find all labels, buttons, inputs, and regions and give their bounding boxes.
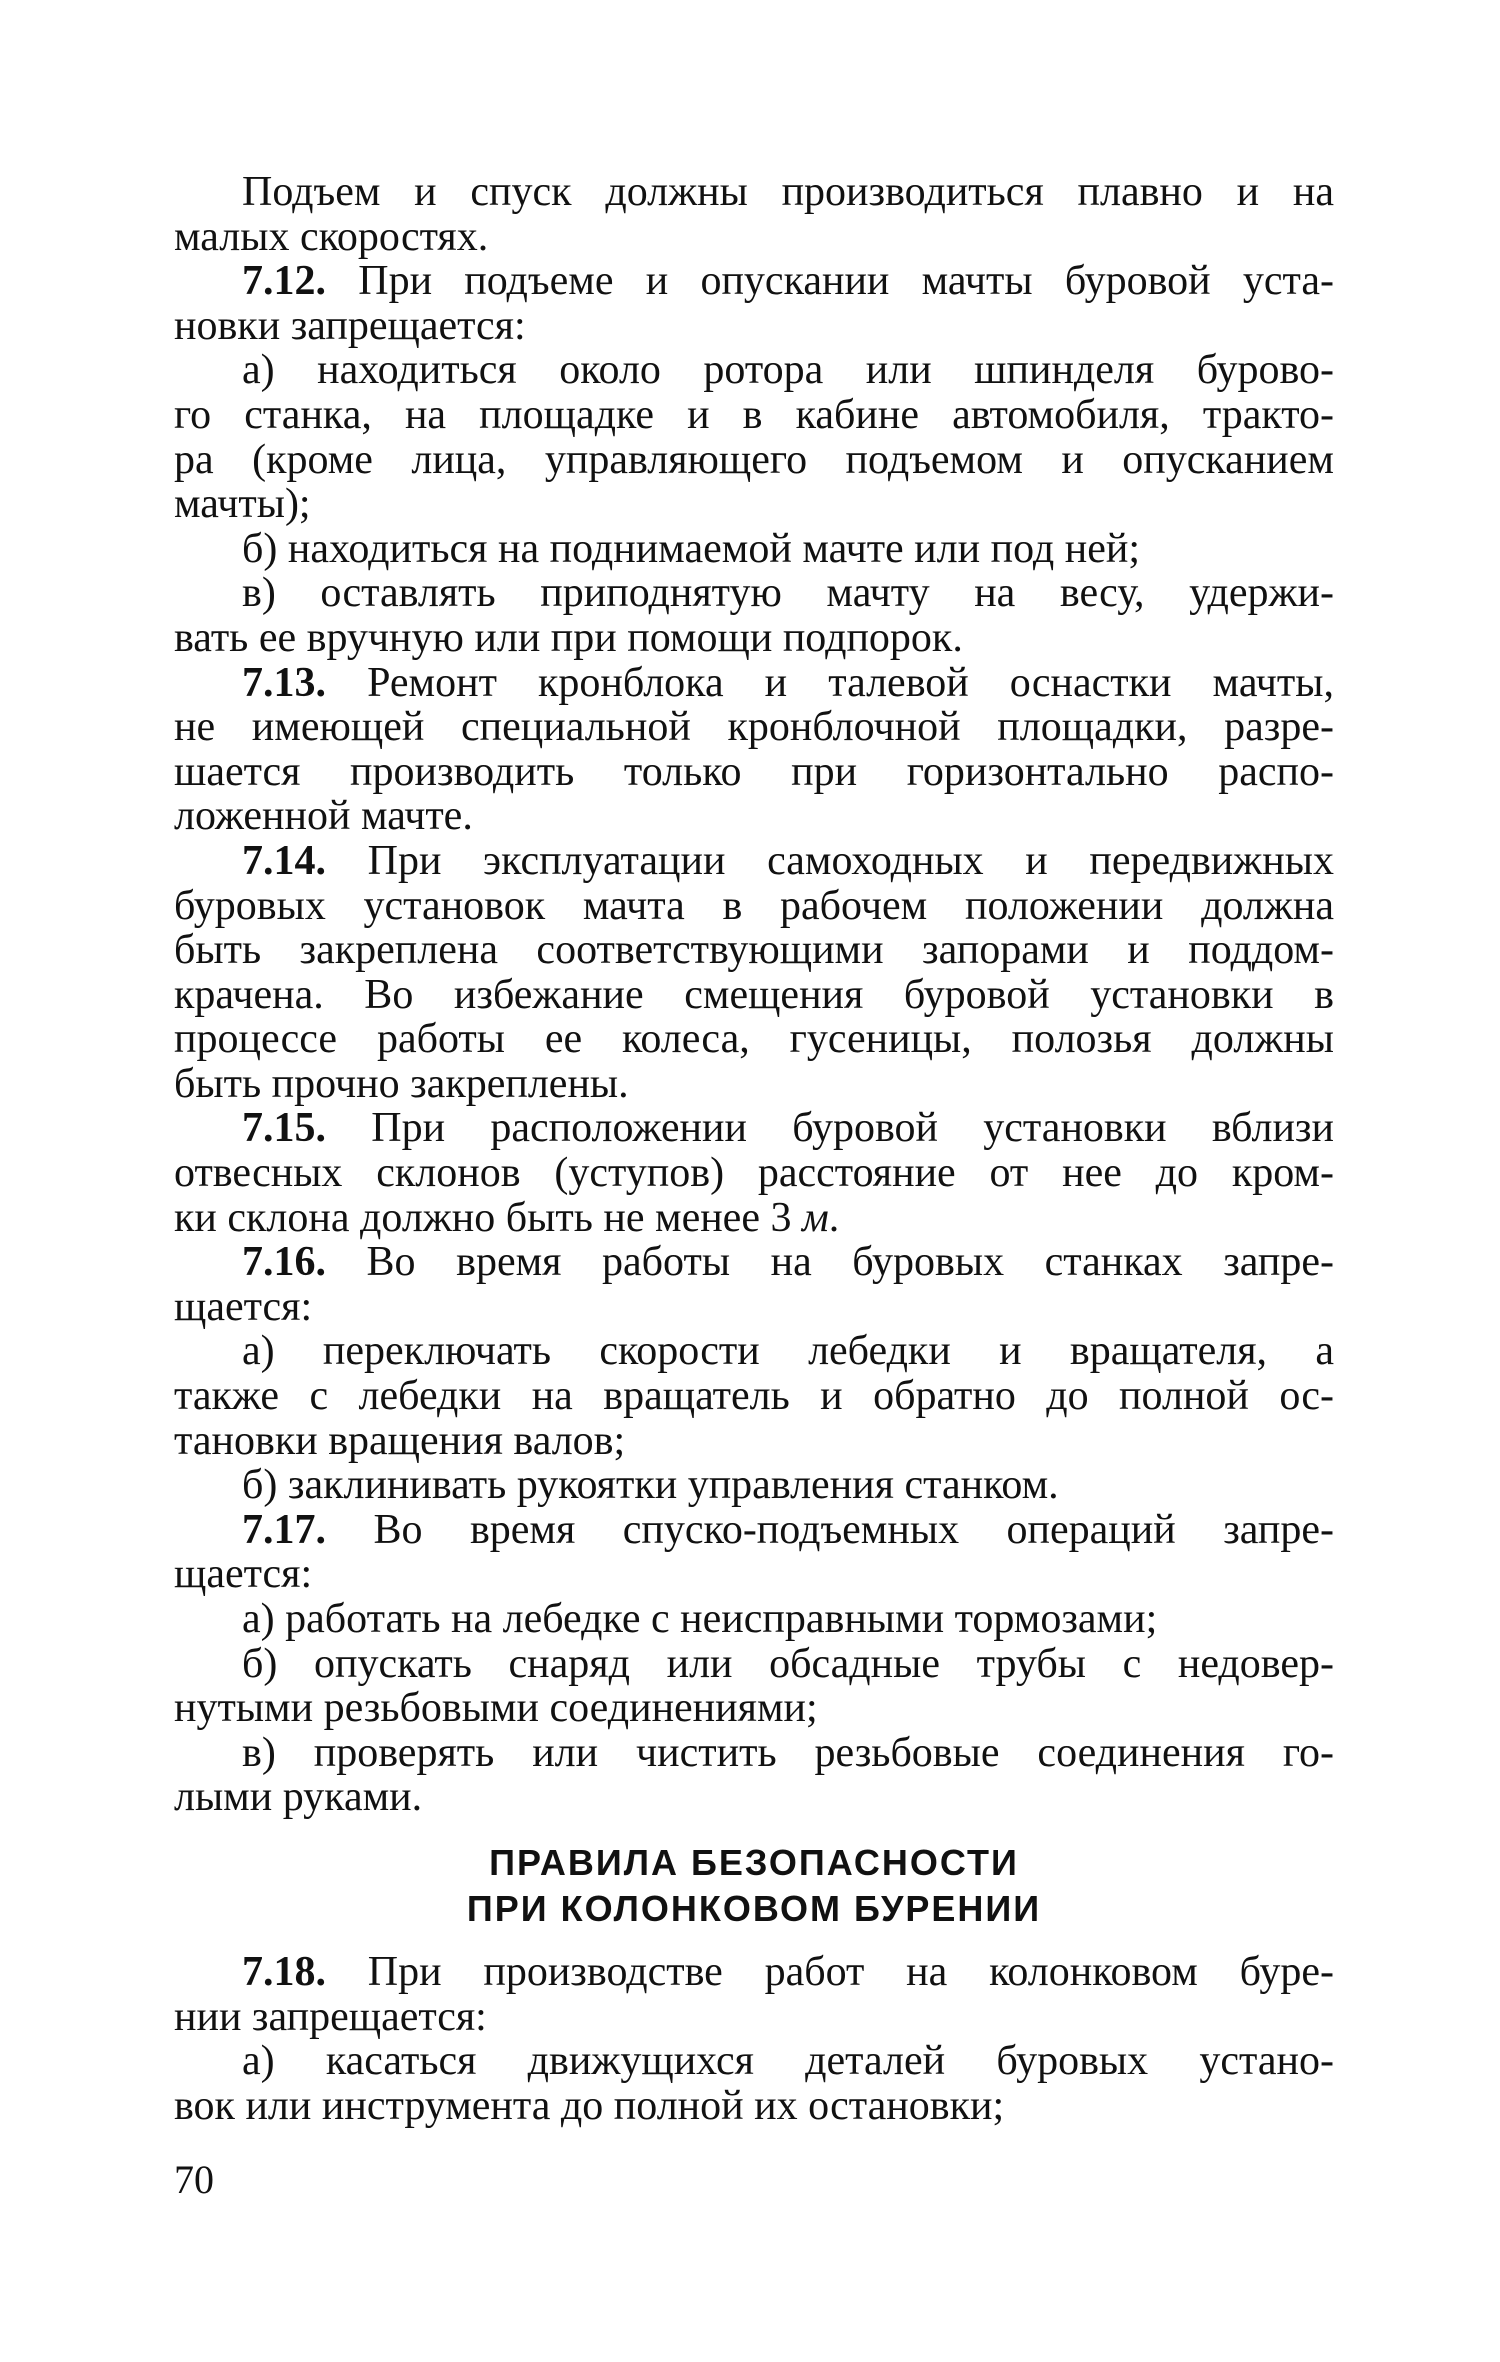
- line-text: При производстве работ на колонковом буре-: [326, 1948, 1334, 1995]
- line-text: щается:: [174, 1551, 313, 1598]
- line-text: нутыми резьбовыми соединениями;: [174, 1685, 818, 1732]
- line-text: новки запрещается:: [174, 302, 526, 349]
- paragraph: [174, 1106, 1334, 1240]
- line-text: а) работать на лебедке с неисправными тормозами;: [242, 1596, 1158, 1642]
- text-line: [174, 1419, 1334, 1464]
- text-line: [174, 1106, 1334, 1151]
- text-line: [174, 1329, 1334, 1374]
- text-line: [174, 1552, 1334, 1597]
- text-line: [174, 884, 1334, 929]
- text-line: [174, 750, 1334, 795]
- line-text: а) переключать скорости лебедки и вращателя, а: [242, 1328, 1334, 1375]
- paragraph: [174, 571, 1334, 660]
- text-line: [174, 393, 1334, 438]
- page-number: 70: [174, 2157, 214, 2202]
- text-line: [174, 1731, 1334, 1776]
- section-heading-line-1: ПРАВИЛА БЕЗОПАСНОСТИ: [489, 1841, 1019, 1883]
- paragraph: [174, 1642, 1334, 1731]
- line-text: лыми руками.: [174, 1774, 423, 1821]
- line-text: быть прочно закреплены.: [174, 1060, 629, 1107]
- text-line: [174, 616, 1334, 661]
- text-line: [174, 1285, 1334, 1330]
- unit-label: м: [801, 1194, 829, 1241]
- text-line: [174, 348, 1334, 393]
- line-text: шается производить только при горизонтально распо-: [174, 748, 1334, 795]
- line-text: не имеющей специальной кронблочной площадки, разре-: [174, 704, 1334, 751]
- text-line: [174, 304, 1334, 349]
- line-text: процессе работы ее колеса, гусеницы, полозья должны: [174, 1016, 1334, 1063]
- line-text: При эксплуатации самоходных и передвижных: [326, 837, 1334, 884]
- text-line: [174, 259, 1334, 304]
- text-line: [174, 973, 1334, 1018]
- line-text: При расположении буровой установки вблизи: [326, 1105, 1334, 1152]
- text-line: [174, 2084, 1334, 2129]
- clause-number: 7.15.: [242, 1105, 326, 1152]
- line-text: го станка, на площадке и в кабине автомобиля, тракто-: [174, 391, 1334, 438]
- line-text: буровых установок мачта в рабочем положении должна: [174, 882, 1334, 929]
- text-line: [174, 1017, 1334, 1062]
- text-line: [174, 705, 1334, 750]
- unit-suffix: .: [828, 1194, 840, 1241]
- clause-number: 7.14.: [242, 837, 326, 884]
- text-line: [174, 1950, 1334, 1995]
- paragraph: [174, 1240, 1334, 1329]
- line-text: щается:: [174, 1283, 313, 1330]
- text-line: [174, 1775, 1334, 1820]
- paragraph: [174, 1508, 1334, 1597]
- paragraph: [174, 1329, 1334, 1463]
- line-text: тановки вращения валов;: [174, 1417, 626, 1464]
- line-text: Во время работы на буровых станках запре-: [326, 1239, 1334, 1286]
- line-text: а) находиться около ротора или шпинделя бурово-: [242, 347, 1334, 394]
- line-text: также с лебедки на вращатель и обратно до полной ос-: [174, 1373, 1334, 1420]
- text-line: [174, 661, 1334, 706]
- line-text: Подъем и спуск должны производиться плавно и на: [242, 169, 1334, 215]
- line-text: б) заклинивать рукоятки управления станком.: [242, 1462, 1059, 1509]
- text-line: [174, 2039, 1334, 2084]
- line-text: вать ее вручную или при помощи подпорок.: [174, 614, 963, 661]
- paragraph: [174, 259, 1334, 348]
- line-text: ки склона должно быть не менее 3: [174, 1194, 802, 1241]
- text-line: [174, 1508, 1334, 1553]
- line-text: нии запрещается:: [174, 1993, 487, 2040]
- text-line: [174, 794, 1334, 839]
- text-line: [174, 527, 1334, 572]
- paragraph: [174, 170, 1334, 259]
- paragraph: [174, 1731, 1334, 1820]
- line-text: ра (кроме лица, управляющего подъемом и опусканием: [174, 436, 1334, 483]
- line-text: малых скоростях.: [174, 213, 489, 260]
- clause-number: 7.17.: [242, 1506, 326, 1553]
- text-line: [174, 1196, 1334, 1241]
- paragraph: [174, 527, 1334, 572]
- text-line: [174, 215, 1334, 260]
- paragraph: [174, 1950, 1334, 2039]
- body-before-heading: [174, 170, 1334, 1820]
- text-line: [174, 839, 1334, 884]
- text-line: [174, 1151, 1334, 1196]
- text-line: [174, 1597, 1334, 1642]
- text-line: [174, 482, 1334, 527]
- line-text: отвесных склонов (уступов) расстояние от нее до кром-: [174, 1150, 1334, 1197]
- clause-number: 7.13.: [242, 659, 326, 706]
- paragraph: [174, 1463, 1334, 1508]
- text-line: [174, 1995, 1334, 2040]
- line-text: вок или инструмента до полной их остановки;: [174, 2082, 1005, 2129]
- clause-number: 7.16.: [242, 1239, 326, 1286]
- line-text: Во время спуско-подъемных операций запре-: [326, 1506, 1334, 1553]
- line-text: б) находиться на поднимаемой мачте или под ней;: [242, 525, 1140, 572]
- text-line: [174, 1240, 1334, 1285]
- paragraph: [174, 2039, 1334, 2128]
- text-line: [174, 571, 1334, 616]
- clause-number: 7.12.: [242, 258, 326, 305]
- paragraph: [174, 1597, 1334, 1642]
- paragraph: [174, 839, 1334, 1107]
- text-line: [174, 1642, 1334, 1687]
- text-line: [174, 1463, 1334, 1508]
- text-line: [174, 438, 1334, 483]
- body-after-heading: [174, 1950, 1334, 2128]
- text-line: [174, 1062, 1334, 1107]
- line-text: крачена. Во избежание смещения буровой установки в: [174, 971, 1334, 1018]
- section-heading-line-2: ПРИ КОЛОНКОВОМ БУРЕНИИ: [466, 1887, 1042, 1929]
- clause-number: 7.18.: [242, 1948, 326, 1995]
- text-line: [174, 928, 1334, 973]
- line-text: в) проверять или чистить резьбовые соединения го-: [242, 1729, 1334, 1776]
- line-text: в) оставлять приподнятую мачту на весу, удержи-: [242, 570, 1334, 617]
- line-text: быть закреплена соответствующими запорами и поддом-: [174, 927, 1334, 974]
- document-page: [174, 170, 1334, 2128]
- line-text: При подъеме и опускании мачты буровой уста-: [326, 258, 1334, 305]
- text-line: [174, 1686, 1334, 1731]
- line-text: б) опускать снаряд или обсадные трубы с недовер-: [242, 1640, 1334, 1687]
- paragraph: [174, 348, 1334, 526]
- section-heading: [174, 1840, 1334, 1932]
- paragraph: [174, 661, 1334, 839]
- line-text: мачты);: [174, 481, 311, 528]
- line-text: ложенной мачте.: [174, 793, 473, 840]
- text-line: [174, 1374, 1334, 1419]
- text-line: [174, 170, 1334, 215]
- line-text: Ремонт кронблока и талевой оснастки мачты,: [326, 659, 1334, 706]
- line-text: а) касаться движущихся деталей буровых устано-: [242, 2038, 1334, 2085]
